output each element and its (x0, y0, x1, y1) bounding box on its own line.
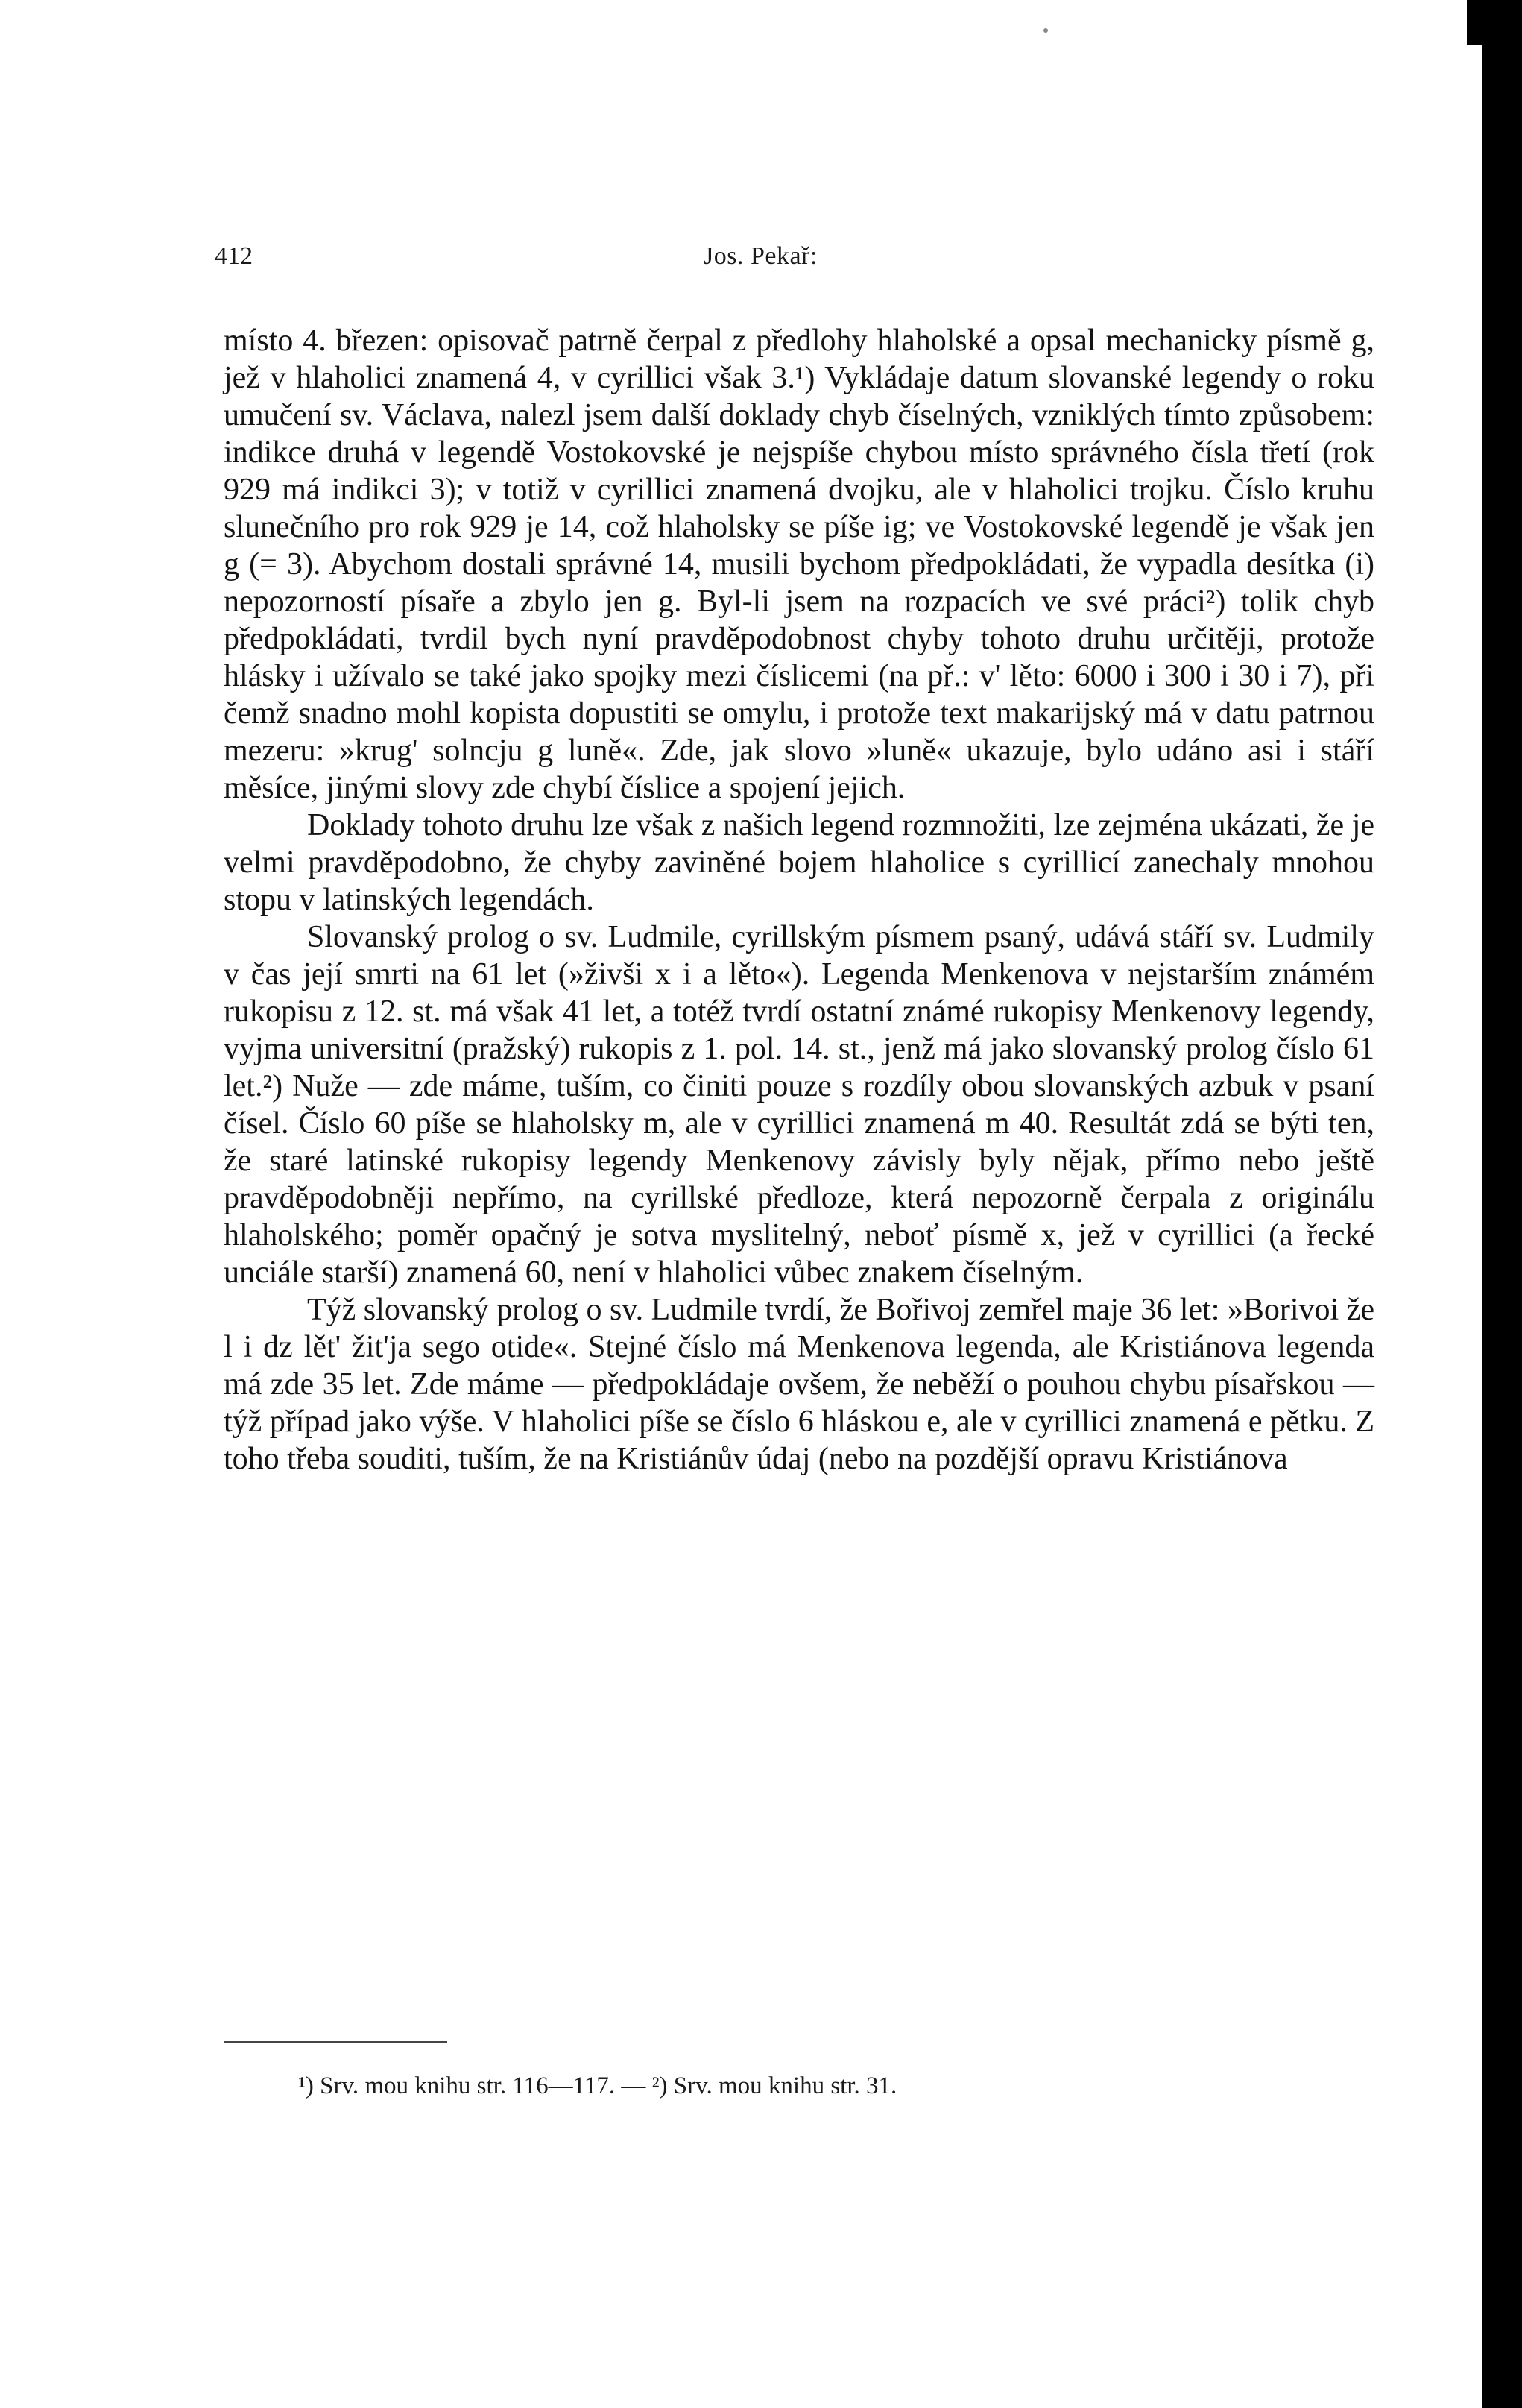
page-header (0, 242, 1482, 280)
running-head: Jos. Pekař: (704, 242, 818, 270)
scan-border-right (1482, 0, 1522, 2408)
footnote-rule (224, 2041, 447, 2043)
paragraph-1: místo 4. březen: opisovač patrně čerpal z předlohy hlaholské a opsal mechanicky písmě g, jež v hlaholici znamená 4, v cyrillici však 3.¹) Vykládaje datum slovanské legendy o roku umučení sv. Václava, nalezl jsem další doklady chyb číselných, vzniklých tímto způsobem: indikce druhá v legendě Vostokovské je nejspíše chybou místo správného čísla třetí (rok 929 má indikci 3); v totiž v cyrillici znamená dvojku, ale v hlaholici trojku. Číslo kruhu slunečního pro rok 929 je 14, což hlaholsky se píše ig; ve Vostokovské legendě je však jen g (= 3). Abychom dostali správné 14, musili bychom předpokládati, že vypadla desítka (i) nepozorností písaře a zbylo jen g. Byl-li jsem na rozpacích ve své práci²) tolik chyb předpokládati, tvrdil bych nyní pravděpodobnost chyby tohoto druhu určitěji, protože hlásky i užívalo se také jako spojky mezi číslicemi (na př.: v' lěto: 6000 i 300 i 30 i 7), při čemž snadno mohl kopista dopustiti se omylu, i protože text makarijský má v datu patrnou mezeru: »krug' solncju g luně«. Zde, jak slovo »luně« ukazuje, bylo udáno asi i stáří měsíce, jinými slovy zde chybí číslice a spojení jejich. (224, 324, 1374, 805)
paragraph-4: Týž slovanský prolog o sv. Ludmile tvrdí, že Bořivoj zemřel maje 36 let: »Borivoi že l i dz lět' žit'ja sego otide«. Stejné číslo má Menkenova legenda, ale Kristiánova legenda má zde 35 let. Zde máme — předpokládaje ovšem, že neběží o pouhou chybu písařskou — týž případ jako výše. V hlaholici píše se číslo 6 hláskou e, ale v cyrillici znamená e pětku. Z toho třeba souditi, tuším, že na Kristiánův údaj (nebo na pozdější opravu Kristiánova (224, 1293, 1374, 1476)
scan-speck (1043, 28, 1048, 33)
paragraph-2: Doklady tohoto druhu lze však z našich legend rozmnožiti, lze zejména ukázati, že je velmi pravděpodobno, že chyby zaviněné bojem hlaholice s cyrillicí zanechaly mnohou stopu v latinských legendách. (224, 808, 1374, 917)
scan-border-corner (1467, 0, 1522, 45)
paragraph-3: Slovanský prolog o sv. Ludmile, cyrillským písmem psaný, udává stáří sv. Ludmily v čas její smrti na 61 let (»živši x i a lěto«). Legenda Menkenova v nejstarším známém rukopisu z 12. st. má však 41 let, a totéž tvrdí ostatní známé rukopisy Menkenovy legendy, vyjma universitní (pražský) rukopis z 1. pol. 14. st., jenž má jako slovanský prolog číslo 61 let.²) Nuže — zde máme, tuším, co činiti pouze s rozdíly obou slovanských azbuk v psaní čísel. Číslo 60 píše se hlaholsky m, ale v cyrillici znamená m 40. Resultát zdá se býti ten, že staré latinské rukopisy legendy Menkenovy závisly byly nějak, přímo nebo ještě pravděpodobněji nepřímo, na cyrillské předloze, která nepozorně čerpala z originálu hlaholského; poměr opačný je sotva myslitelný, neboť písmě x, jež v cyrillici (a řecké unciále starší) znamená 60, není v hlaholici vůbec znakem číselným. (224, 920, 1374, 1290)
body-text (224, 322, 1374, 1478)
footnotes: ¹) Srv. mou knihu str. 116—117. — ²) Srv. mou knihu str. 31. (298, 2073, 897, 2099)
page-number: 412 (215, 242, 253, 270)
